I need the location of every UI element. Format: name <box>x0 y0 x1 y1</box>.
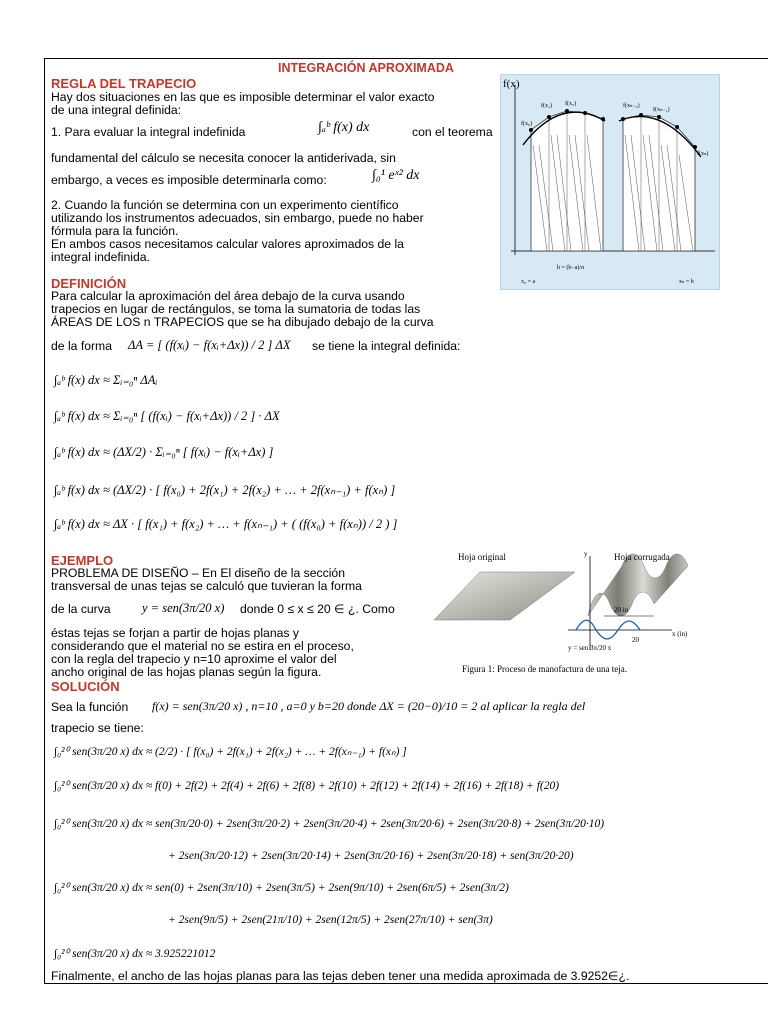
text-line: utilizando los instrumentos adecuados, sin embargo, puede no haber <box>51 211 424 225</box>
solution-step: + 2sen(9π/5) + 2sen(21π/10) + 2sen(12π/5) + 2sen(27π/10) + sen(3π) <box>168 914 493 926</box>
section-heading-definicion: DEFINICIÓN <box>51 276 127 291</box>
axis-x-label: x (in) <box>672 630 688 638</box>
formula-line: ∫ₐᵇ f(x) dx ≈ Σᵢ₌₀ⁿ ΔAᵢ <box>54 373 158 387</box>
sheets-figure <box>418 546 718 680</box>
width-label: 20 in <box>614 606 629 614</box>
section-heading-trapecio: REGLA DEL TRAPECIO <box>51 76 197 91</box>
text-line: Sea la función <box>51 700 129 714</box>
formula-line: ∫ₐᵇ f(x) dx ≈ Σᵢ₌₀ⁿ [ (f(xᵢ) − f(xᵢ+Δx)) / 2 ] · ΔX <box>54 409 280 423</box>
solution-setup: f(x) = sen(3π/20 x) , n=10 , a=0 y b=20 donde ΔX = (20−0)/10 = 2 al aplicar la regla del <box>152 699 586 713</box>
label-hoja-corrugada: Hoja corrugada <box>614 552 670 562</box>
text-line: trapecios en lugar de rectángulos, se toma la sumatoria de todas las <box>51 302 421 316</box>
text-line: embargo, a veces es imposible determinarla como: <box>51 173 327 187</box>
area-formula: ΔA = [ (f(xᵢ) − f(xᵢ+Δx)) / 2 ] ΔX <box>128 338 291 352</box>
text-line: 2. Cuando la función se determina con un experimento científico <box>51 198 399 212</box>
trapezoid-graph-icon <box>501 75 719 289</box>
text-line: ÁREAS DE LOS n TRAPECIOS que se ha dibujado debajo de la curva <box>51 315 434 329</box>
text-line: fórmula para la función. <box>51 224 179 238</box>
figure-caption: Figura 1: Proceso de manofactura de una teja. <box>462 664 627 674</box>
text-line: transversal de unas tejas se calculó que tuvieran la forma <box>51 579 362 593</box>
text-line: se tiene la integral definida: <box>312 339 461 353</box>
text-line: Hay dos situaciones en las que es imposible determinar el valor exacto <box>51 90 435 104</box>
section-heading-solucion: SOLUCIÓN <box>51 679 120 694</box>
solution-step: ∫₀²⁰ sen(3π/20 x) dx ≈ sen(3π/20·0) + 2sen(3π/20·2) + 2sen(3π/20·4) + 2sen(3π/20·6) + 2sen(3π/20·8) + 2sen(3π/20·10) <box>54 818 605 830</box>
section-heading-ejemplo: EJEMPLO <box>51 553 114 568</box>
text-line: de la curva <box>51 602 111 616</box>
label-fx1: f(x₁) <box>541 103 553 109</box>
trapezoid-figure <box>500 74 720 290</box>
text-line: fundamental del cálculo se necesita conocer la antiderivada, sin <box>51 151 396 165</box>
curve-formula: y = sen(3π/20 x) <box>142 601 225 615</box>
text-line: con el teorema <box>412 125 493 139</box>
tick-20: 20 <box>632 636 639 644</box>
text-line: En ambos casos necesitamos calcular valores aproximados de la <box>51 237 404 251</box>
text-line: trapecio se tiene: <box>51 721 144 735</box>
solution-result: ∫₀²⁰ sen(3π/20 x) dx ≈ 3.925221012 <box>54 948 216 960</box>
text-line: Para calcular la aproximación del área debajo de la curva usando <box>51 289 405 303</box>
text-line: donde 0 ≤ x ≤ 20 ∈ ¿. Como <box>240 602 395 616</box>
label-fxn2: f(xₙ₋₂) <box>623 103 640 109</box>
curve-eq-label: y = sen 3π/20 x <box>568 644 612 652</box>
integral-expression: ∫₀¹ eˣ² dx <box>372 168 420 183</box>
fx-label: f(x) <box>503 78 520 90</box>
integral-expression: ∫ₐᵇ f(x) dx <box>318 120 370 135</box>
label-fxn1: f(xₙ₋₁) <box>653 107 670 113</box>
label-fxn: f(xₙ) <box>697 151 709 157</box>
solution-step: ∫₀²⁰ sen(3π/20 x) dx ≈ (2/2) · [ f(x₀) + 2f(x₁) + 2f(x₂) + … + 2f(xₙ₋₁) + f(xₙ) ] <box>54 746 407 758</box>
axis-y-label: y <box>584 550 588 558</box>
formula-line: ∫ₐᵇ f(x) dx ≈ ΔX · [ f(x₁) + f(x₂) + … + f(xₙ₋₁) + ( (f(x₀) + f(xₙ)) / 2 ) ] <box>54 517 398 531</box>
text-line: considerando que el material no se estira en el proceso, <box>51 639 354 653</box>
sheets-illustration-icon <box>418 546 718 680</box>
formula-line: ∫ₐᵇ f(x) dx ≈ (ΔX/2) · Σᵢ₌₀ⁿ [ f(xᵢ) − f(xᵢ+Δx) ] <box>54 445 274 459</box>
text-line: ancho original de las hojas planas según la figura. <box>51 665 322 679</box>
text-line: 1. Para evaluar la integral indefinida <box>51 125 246 139</box>
text-line: de una integral definida: <box>51 103 182 117</box>
text-line: PROBLEMA DE DISEÑO – En El diseño de la sección <box>51 566 345 580</box>
final-statement: Finalmente, el ancho de las hojas planas para las tejas deben tener una medida aproximada de 3.9252∈¿. <box>51 969 630 983</box>
label-h: h = (b−a)/n <box>557 265 585 271</box>
label-hoja-original: Hoja original <box>458 552 506 562</box>
text-line: de la forma <box>51 339 112 353</box>
solution-step: ∫₀²⁰ sen(3π/20 x) dx ≈ f(0) + 2f(2) + 2f(4) + 2f(6) + 2f(8) + 2f(10) + 2f(12) + 2f(14) + 2f(16) + 2f(18) + f(20) <box>54 780 560 792</box>
text-line: éstas tejas se forjan a partir de hojas planas y <box>51 626 299 640</box>
label-xn-b: xₙ = b <box>679 279 694 285</box>
text-line: con la regla del trapecio y n=10 aproxime el valor del <box>51 652 337 666</box>
formula-line: ∫ₐᵇ f(x) dx ≈ (ΔX/2) · [ f(x₀) + 2f(x₁) + 2f(x₂) + … + 2f(xₙ₋₁) + f(xₙ) ] <box>54 483 396 497</box>
solution-step: + 2sen(3π/20·12) + 2sen(3π/20·14) + 2sen(3π/20·16) + 2sen(3π/20·18) + sen(3π/20·20) <box>168 850 574 862</box>
label-fx2: f(x₂) <box>565 101 577 107</box>
label-fx0: f(x₀) <box>521 121 533 127</box>
solution-step: ∫₀²⁰ sen(3π/20 x) dx ≈ sen(0) + 2sen(3π/10) + 2sen(3π/5) + 2sen(9π/10) + 2sen(6π/5) + 2sen(3π/2) <box>54 882 509 894</box>
label-x0-a: x₀ = a <box>521 279 536 285</box>
page-title: INTEGRACIÓN APROXIMADA <box>278 61 454 75</box>
text-line: integral indefinida. <box>51 250 150 264</box>
